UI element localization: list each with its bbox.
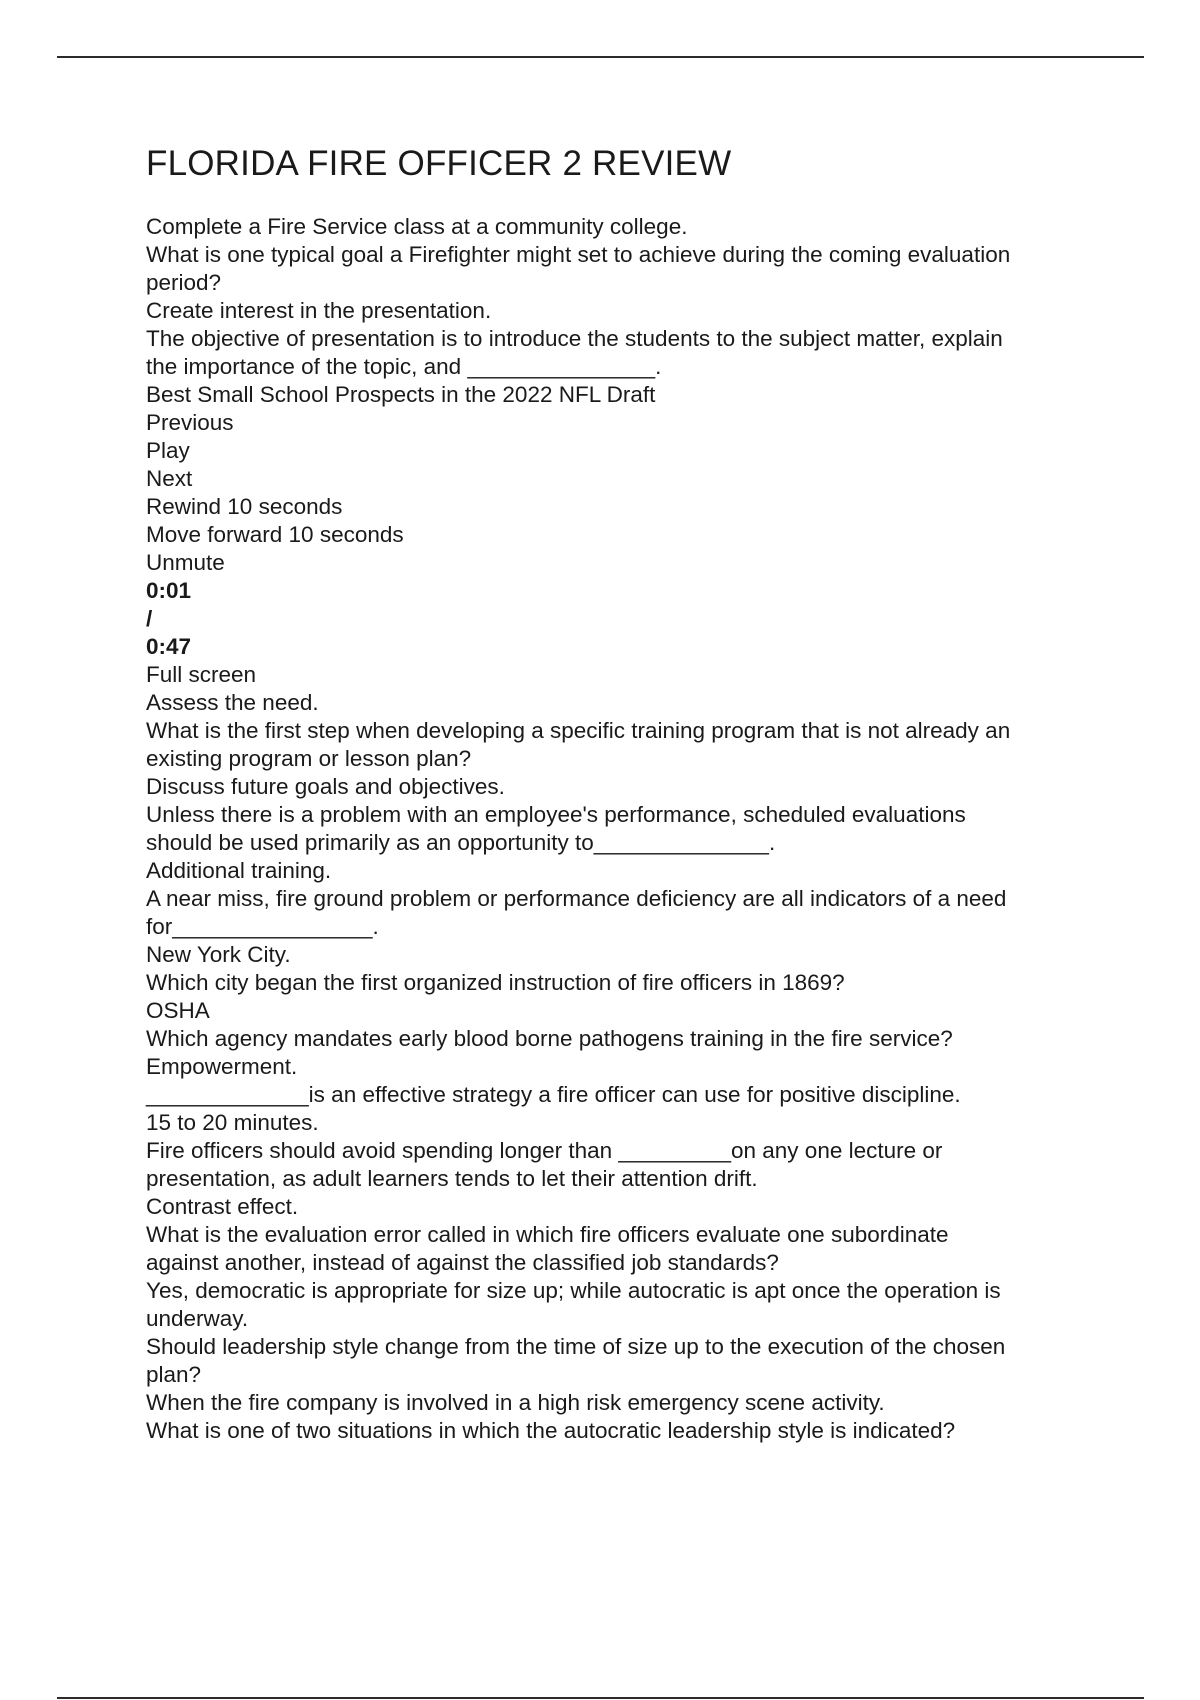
footer-rule xyxy=(57,1697,1144,1699)
document-body xyxy=(146,213,1086,1445)
document-line: OSHA xyxy=(146,998,210,1023)
document-line: Unmute xyxy=(146,550,225,575)
document-title: FLORIDA FIRE OFFICER 2 REVIEW xyxy=(146,144,732,183)
document-line: What is the first step when developing a specific training program that is not already an xyxy=(146,718,1011,743)
document-line: / xyxy=(146,606,153,631)
document-line: period? xyxy=(146,270,222,295)
document-line: New York City. xyxy=(146,942,291,967)
document-line: against another, instead of against the classified job standards? xyxy=(146,1250,779,1275)
document-line: the importance of the topic, and _______________. xyxy=(146,354,662,379)
document-line: Empowerment. xyxy=(146,1054,298,1079)
document-line: 0:47 xyxy=(146,634,192,659)
document-line: What is one of two situations in which the autocratic leadership style is indicated? xyxy=(146,1418,956,1443)
document-line: _____________is an effective strategy a fire officer can use for positive discipline. xyxy=(146,1082,961,1107)
document-line: presentation, as adult learners tends to let their attention drift. xyxy=(146,1166,758,1191)
document-line: Full screen xyxy=(146,662,257,687)
document-line: Unless there is a problem with an employee's performance, scheduled evaluations xyxy=(146,802,966,827)
document-line: Fire officers should avoid spending longer than _________on any one lecture or xyxy=(146,1138,943,1163)
document-line: What is the evaluation error called in which fire officers evaluate one subordinate xyxy=(146,1222,949,1247)
document-line: existing program or lesson plan? xyxy=(146,746,472,771)
document-line: Create interest in the presentation. xyxy=(146,298,492,323)
document-line: Should leadership style change from the time of size up to the execution of the chosen xyxy=(146,1334,1006,1359)
document-line: Additional training. xyxy=(146,858,332,883)
document-line: The objective of presentation is to introduce the students to the subject matter, explain xyxy=(146,326,1003,351)
document-line: Previous xyxy=(146,410,234,435)
document-line: Best Small School Prospects in the 2022 NFL Draft xyxy=(146,382,656,407)
document-line: Play xyxy=(146,438,190,463)
document-line: A near miss, fire ground problem or performance deficiency are all indicators of a need xyxy=(146,886,1007,911)
document-line: What is one typical goal a Firefighter might set to achieve during the coming evaluation xyxy=(146,242,1011,267)
document-line: plan? xyxy=(146,1362,202,1387)
document-line: Yes, democratic is appropriate for size up; while autocratic is apt once the operation is xyxy=(146,1278,1001,1303)
document-line: Assess the need. xyxy=(146,690,319,715)
document-line: Complete a Fire Service class at a community college. xyxy=(146,214,688,239)
document-line: Rewind 10 seconds xyxy=(146,494,343,519)
document-line: When the fire company is involved in a high risk emergency scene activity. xyxy=(146,1390,885,1415)
header-rule xyxy=(57,56,1144,58)
document-line: underway. xyxy=(146,1306,249,1331)
document-line: 0:01 xyxy=(146,578,192,603)
document-line: Move forward 10 seconds xyxy=(146,522,404,547)
document-line: Which agency mandates early blood borne pathogens training in the fire service? xyxy=(146,1026,953,1051)
document-line: 15 to 20 minutes. xyxy=(146,1110,319,1135)
document-line: Contrast effect. xyxy=(146,1194,299,1219)
document-line: for________________. xyxy=(146,914,379,939)
document-line: Which city began the first organized instruction of fire officers in 1869? xyxy=(146,970,845,995)
document-line: Next xyxy=(146,466,193,491)
document-line: Discuss future goals and objectives. xyxy=(146,774,505,799)
document-line: should be used primarily as an opportunity to______________. xyxy=(146,830,776,855)
